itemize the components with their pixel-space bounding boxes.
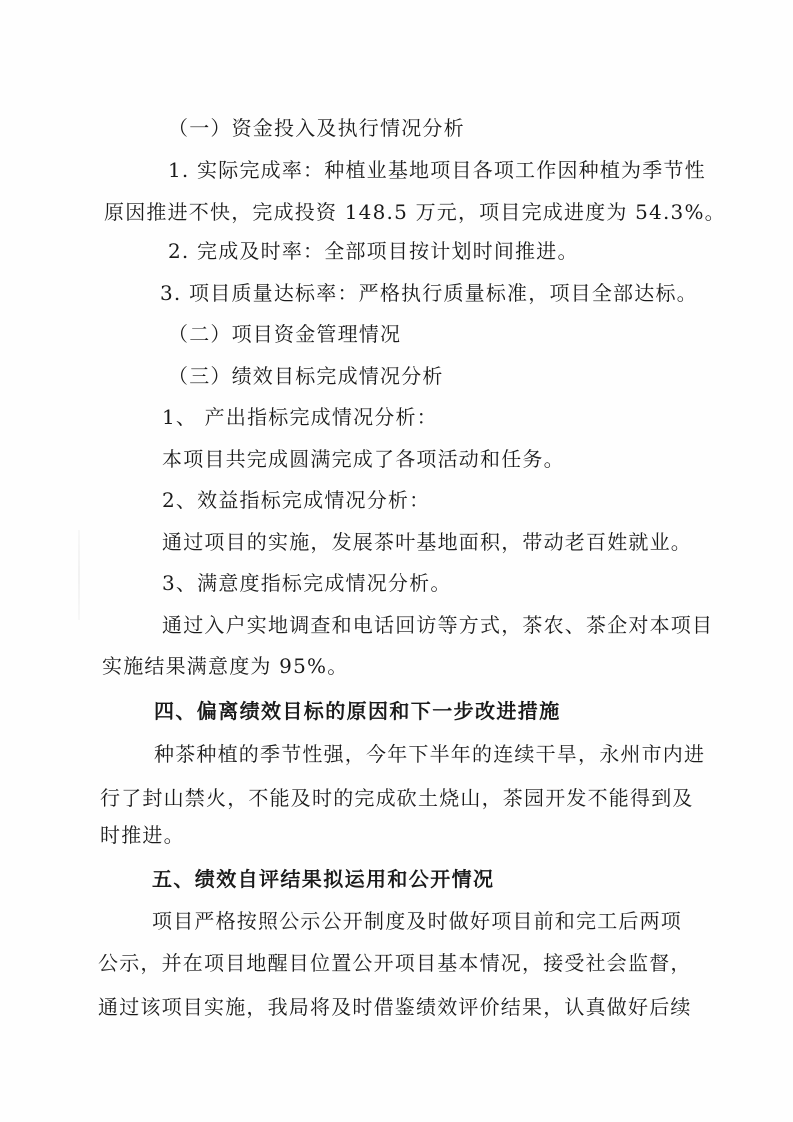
paragraph-line: 1. 实际完成率：种植业基地项目各项工作因种植为季节性 [168, 158, 706, 182]
paragraph-line: 原因推进不快，完成投资 148.5 万元，项目完成进度为 54.3%。 [104, 200, 726, 224]
paragraph-line: 通过该项目实施，我局将及时借鉴绩效评价结果，认真做好后续 [98, 995, 692, 1019]
paragraph-line: 通过入户实地调查和电话回访等方式，茶农、茶企对本项目 [162, 613, 714, 637]
section-heading-deviation: 四、偏离绩效目标的原因和下一步改进措施 [154, 699, 561, 723]
paragraph-line: 3. 项目质量达标率：严格执行质量标准，项目全部达标。 [160, 281, 698, 305]
paragraph-line: 行了封山禁火，不能及时的完成砍土烧山，茶园开发不能得到及 [100, 786, 694, 810]
paragraph-line: 项目严格按照公示公开制度及时做好项目前和完工后两项 [152, 909, 682, 933]
subsection-heading-performance: （三）绩效目标完成情况分析 [168, 364, 444, 388]
paragraph-line: 通过项目的实施，发展茶叶基地面积，带动老百姓就业。 [162, 530, 692, 554]
paragraph-line: 种茶种植的季节性强，今年下半年的连续干旱，永州市内进 [154, 742, 706, 766]
paragraph-line: 3、满意度指标完成情况分析。 [162, 571, 452, 595]
section-heading-self-evaluation: 五、绩效自评结果拟运用和公开情况 [152, 867, 495, 891]
paragraph-line: 时推进。 [100, 823, 185, 847]
paragraph-line: 公示，并在项目地醒目位置公开项目基本情况，接受社会监督， [98, 951, 692, 975]
subsection-heading-management: （二）项目资金管理情况 [168, 322, 402, 346]
paragraph-line: 2. 完成及时率：全部项目按计划时间推进。 [168, 239, 579, 263]
paragraph-line: 2、效益指标完成情况分析： [162, 488, 431, 512]
paragraph-line: 实施结果满意度为 95%。 [102, 654, 349, 678]
paragraph-line: 1、 产出指标完成情况分析： [162, 405, 438, 429]
subsection-heading-funding: （一）资金投入及执行情况分析 [168, 116, 465, 140]
paragraph-line: 本项目共完成圆满完成了各项活动和任务。 [162, 447, 565, 471]
scan-artifact [78, 530, 80, 620]
